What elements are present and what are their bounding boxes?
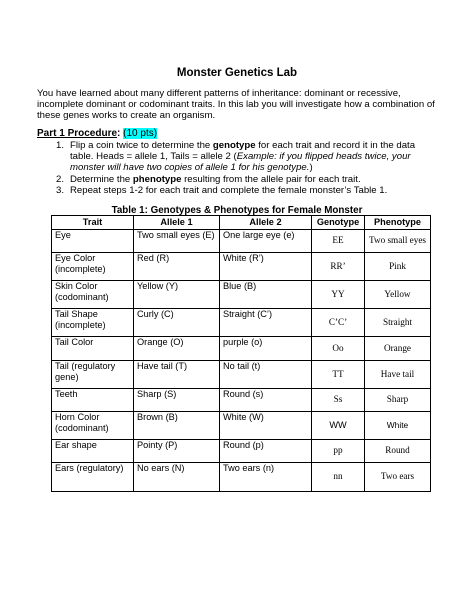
- trait-cell: Eye Color (incomplete): [52, 253, 134, 281]
- page-title: Monster Genetics Lab: [176, 67, 298, 79]
- allele1-cell: Yellow (Y): [134, 281, 220, 309]
- allele2-cell: Two ears (n): [220, 463, 312, 492]
- genotype-cell: nn: [312, 463, 365, 492]
- phenotype-cell: Two ears: [365, 463, 431, 492]
- genotype-cell: WW: [312, 412, 365, 440]
- genotype-cell: YY: [312, 281, 365, 309]
- step-3-number: 3.: [56, 184, 65, 196]
- step-1-text-b: for each trait and record it in the data table. Heads = allele 1, Tails = allele 2 (: [70, 140, 416, 163]
- phenotype-cell: White: [365, 412, 431, 440]
- section-label: Part 1 Procedure: [37, 128, 118, 139]
- trait-cell: Tail Shape (incomplete): [52, 309, 134, 337]
- step-1: [56, 140, 440, 174]
- phenotype-cell: Yellow: [365, 281, 431, 309]
- table-row: [52, 463, 431, 492]
- allele1-cell: Red (R): [134, 253, 220, 281]
- table-row: [52, 281, 431, 309]
- trait-cell: Tail Color: [52, 337, 134, 361]
- table-row: [52, 337, 431, 361]
- intro-paragraph: You have learned about many different patterns of inheritance: dominant or recessive, incomplete dominant or codominant traits. In this lab you will investigate how a combination of these genes works to create an organism.: [37, 88, 435, 122]
- phenotype-cell: Two small eyes: [365, 230, 431, 253]
- phenotype-cell: Round: [365, 440, 431, 463]
- step-2-text-b: resulting from the allele pair for each trait.: [181, 173, 361, 185]
- genotype-table: [51, 215, 431, 492]
- section-colon: :: [117, 128, 124, 139]
- allele1-cell: Sharp (S): [134, 389, 220, 412]
- phenotype-cell: Have tail: [365, 361, 431, 389]
- phenotype-cell: Orange: [365, 337, 431, 361]
- table-caption: Table 1: Genotypes & Phenotypes for Female Monster: [111, 205, 363, 216]
- header-trait: Trait: [52, 216, 134, 230]
- phenotype-cell: Pink: [365, 253, 431, 281]
- genotype-cell: EE: [312, 230, 365, 253]
- trait-cell: Ears (regulatory): [52, 463, 134, 492]
- phenotype-cell: Straight: [365, 309, 431, 337]
- allele1-cell: No ears (N): [134, 463, 220, 492]
- allele2-cell: Round (p): [220, 440, 312, 463]
- trait-cell: Ear shape: [52, 440, 134, 463]
- step-1-number: 1.: [56, 140, 65, 151]
- table-row: [52, 253, 431, 281]
- table-row: [52, 309, 431, 337]
- table-row: [52, 230, 431, 253]
- header-allele-2: Allele 2: [220, 216, 312, 230]
- table-row: [52, 361, 431, 389]
- trait-cell: Tail (regulatory gene): [52, 361, 134, 389]
- procedure-steps: [56, 140, 440, 196]
- step-3-text: Repeat steps 1-2 for each trait and complete the female monster’s Table 1.: [70, 184, 388, 196]
- section-points-highlight: (10 pts): [123, 128, 158, 139]
- genotype-cell: pp: [312, 440, 365, 463]
- step-2-number: 2.: [56, 173, 65, 185]
- step-1-bold: genotype: [212, 140, 256, 151]
- trait-cell: Skin Color (codominant): [52, 281, 134, 309]
- genotype-cell: Oo: [312, 337, 365, 361]
- header-phenotype: Phenotype: [365, 216, 431, 230]
- table-row: [52, 440, 431, 463]
- step-1-text-c: ): [309, 162, 313, 174]
- allele2-cell: Round (s): [220, 389, 312, 412]
- step-2-text-a: Determine the: [70, 173, 133, 185]
- allele1-cell: Two small eyes (E): [134, 230, 220, 253]
- table-row: [52, 412, 431, 440]
- genotype-cell: TT: [312, 361, 365, 389]
- trait-cell: Teeth: [52, 389, 134, 412]
- allele2-cell: White (R’): [220, 253, 312, 281]
- phenotype-cell: Sharp: [365, 389, 431, 412]
- allele1-cell: Pointy (P): [134, 440, 220, 463]
- allele2-cell: Straight (C’): [220, 309, 312, 337]
- section-heading: [37, 128, 157, 139]
- step-1-text-a: Flip a coin twice to determine the: [70, 140, 213, 151]
- allele1-cell: Curly (C): [134, 309, 220, 337]
- trait-cell: Horn Color (codominant): [52, 412, 134, 440]
- allele1-cell: Orange (O): [134, 337, 220, 361]
- trait-cell: Eye: [52, 230, 134, 253]
- allele2-cell: One large eye (e): [220, 230, 312, 253]
- header-genotype: Genotype: [312, 216, 365, 230]
- step-2-bold: phenotype: [132, 173, 182, 185]
- step-2: [56, 173, 440, 185]
- table-header-row: [52, 216, 431, 230]
- step-1-italic: Example: if you flipped heads twice, your monster will have two copies of allele 1 for his genotype.: [70, 151, 411, 174]
- allele2-cell: No tail (t): [220, 361, 312, 389]
- genotype-cell: RR’: [312, 253, 365, 281]
- table-row: [52, 389, 431, 412]
- allele1-cell: Brown (B): [134, 412, 220, 440]
- genotype-cell: C’C’: [312, 309, 365, 337]
- genotype-cell: Ss: [312, 389, 365, 412]
- step-3: [56, 184, 440, 196]
- allele1-cell: Have tail (T): [134, 361, 220, 389]
- allele2-cell: purple (o): [220, 337, 312, 361]
- allele2-cell: White (W): [220, 412, 312, 440]
- allele2-cell: Blue (B): [220, 281, 312, 309]
- header-allele-1: Allele 1: [134, 216, 220, 230]
